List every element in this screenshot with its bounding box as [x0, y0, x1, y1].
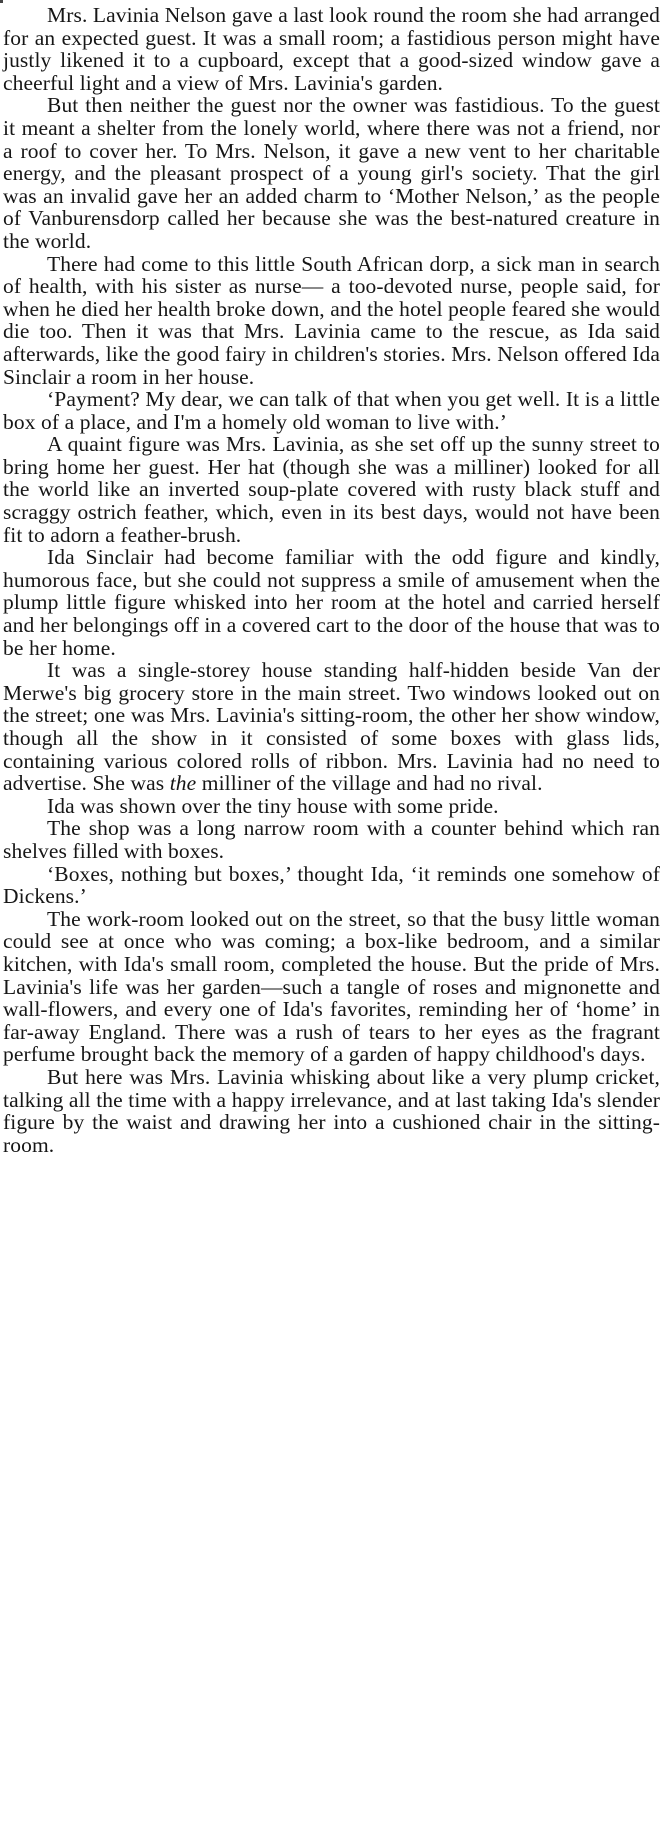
- paragraph-1: Mrs. Lavinia Nelson gave a last look round the room she had arranged for an expected guest. It was a small room; a fastidious person might have justly likened it to a cupboard, except that a good-sized window gave a cheerful light and a view of Mrs. Lavinia's garden.: [3, 3, 660, 95]
- paragraph-4: ‘Payment? My dear, we can talk of that when you get well. It is a little box of a place, and I'm a homely old woman to live with.’: [3, 387, 660, 434]
- paragraph-11: The work-room looked out on the street, so that the busy little woman could see at once who was coming; a box-like bedroom, and a similar kitchen, with Ida's small room, completed the house. But the pride of Mrs. Lavinia's life was her garden—such a tangle of roses and mignonette and wall-flowers, and every one of Ida's favorites, reminding her of ‘home’ in far-away England. There was a rush of tears to her eyes as the fragrant perfume brought back the memory of a garden of happy childhood's days.: [3, 906, 660, 1067]
- article-column: [3, 4, 660, 1156]
- paragraph-5: A quaint figure was Mrs. Lavinia, as she set off up the sunny street to bring home her guest. Her hat (though she was a milliner) looked for all the world like an inverted soup-plate covered with rusty black stuff and scraggy ostrich feather, which, even in its best days, would not have been fit to adorn a feather-brush.: [3, 432, 660, 547]
- paragraph-7-emphasis: the: [169, 771, 197, 796]
- paragraph-7: [3, 659, 660, 795]
- paragraph-7-tail: milliner of the village and had no rival.: [201, 771, 543, 796]
- paragraph-7-text: It was a single-storey house standing half-hidden beside Van der Merwe's big grocery store in the main street. Two windows looked out on the street; one was Mrs. Lavinia's sitting-room, the other her show window, though all the show in it consisted of some boxes with glass lids, containing various colored rolls of ribbon. Mrs. Lavinia had no need to advertise. She was: [3, 658, 660, 796]
- scan-mark: [0, 0, 3, 3]
- paragraph-6: Ida Sinclair had become familiar with the odd figure and kindly, humorous face, but she could not suppress a smile of amusement when the plump little figure whisked into her room at the hotel and carried herself and her belongings off in a covered cart to the door of the house that was to be her home.: [3, 545, 660, 660]
- paragraph-9: The shop was a long narrow room with a counter behind which ran shelves filled with boxes.: [3, 816, 660, 863]
- paragraph-12: But here was Mrs. Lavinia whisking about like a very plump cricket, talking all the time with a happy irrelevance, and at last taking Ida's slender figure by the waist and drawing her into a cushioned chair in the sitting-room.: [3, 1064, 660, 1157]
- paragraph-2: But then neither the guest nor the owner was fastidious. To the guest it meant a shelter from the lonely world, where there was not a friend, nor a roof to cover her. To Mrs. Nelson, it gave a new vent to her charitable energy, and the pleasant prospect of a young girl's society. That the girl was an invalid gave her an added charm to ‘Mother Nelson,’ as the people of Vanburensdorp called her because she was the best-natured creature in the world.: [3, 93, 660, 253]
- paragraph-8: Ida was shown over the tiny house with some pride.: [47, 793, 499, 818]
- paragraph-10: ‘Boxes, nothing but boxes,’ thought Ida, ‘it reminds one somehow of Dickens.’: [3, 861, 660, 909]
- paragraph-3: There had come to this little South African dorp, a sick man in search of health, with his sister as nurse— a too-devoted nurse, people said, for when he died her health broke down, and the hotel people feared she would die too. Then it was that Mrs. Lavinia came to the rescue, as Ida said afterwards, like the good fairy in children's stories. Mrs. Nelson offered Ida Sinclair a room in her house.: [3, 251, 660, 389]
